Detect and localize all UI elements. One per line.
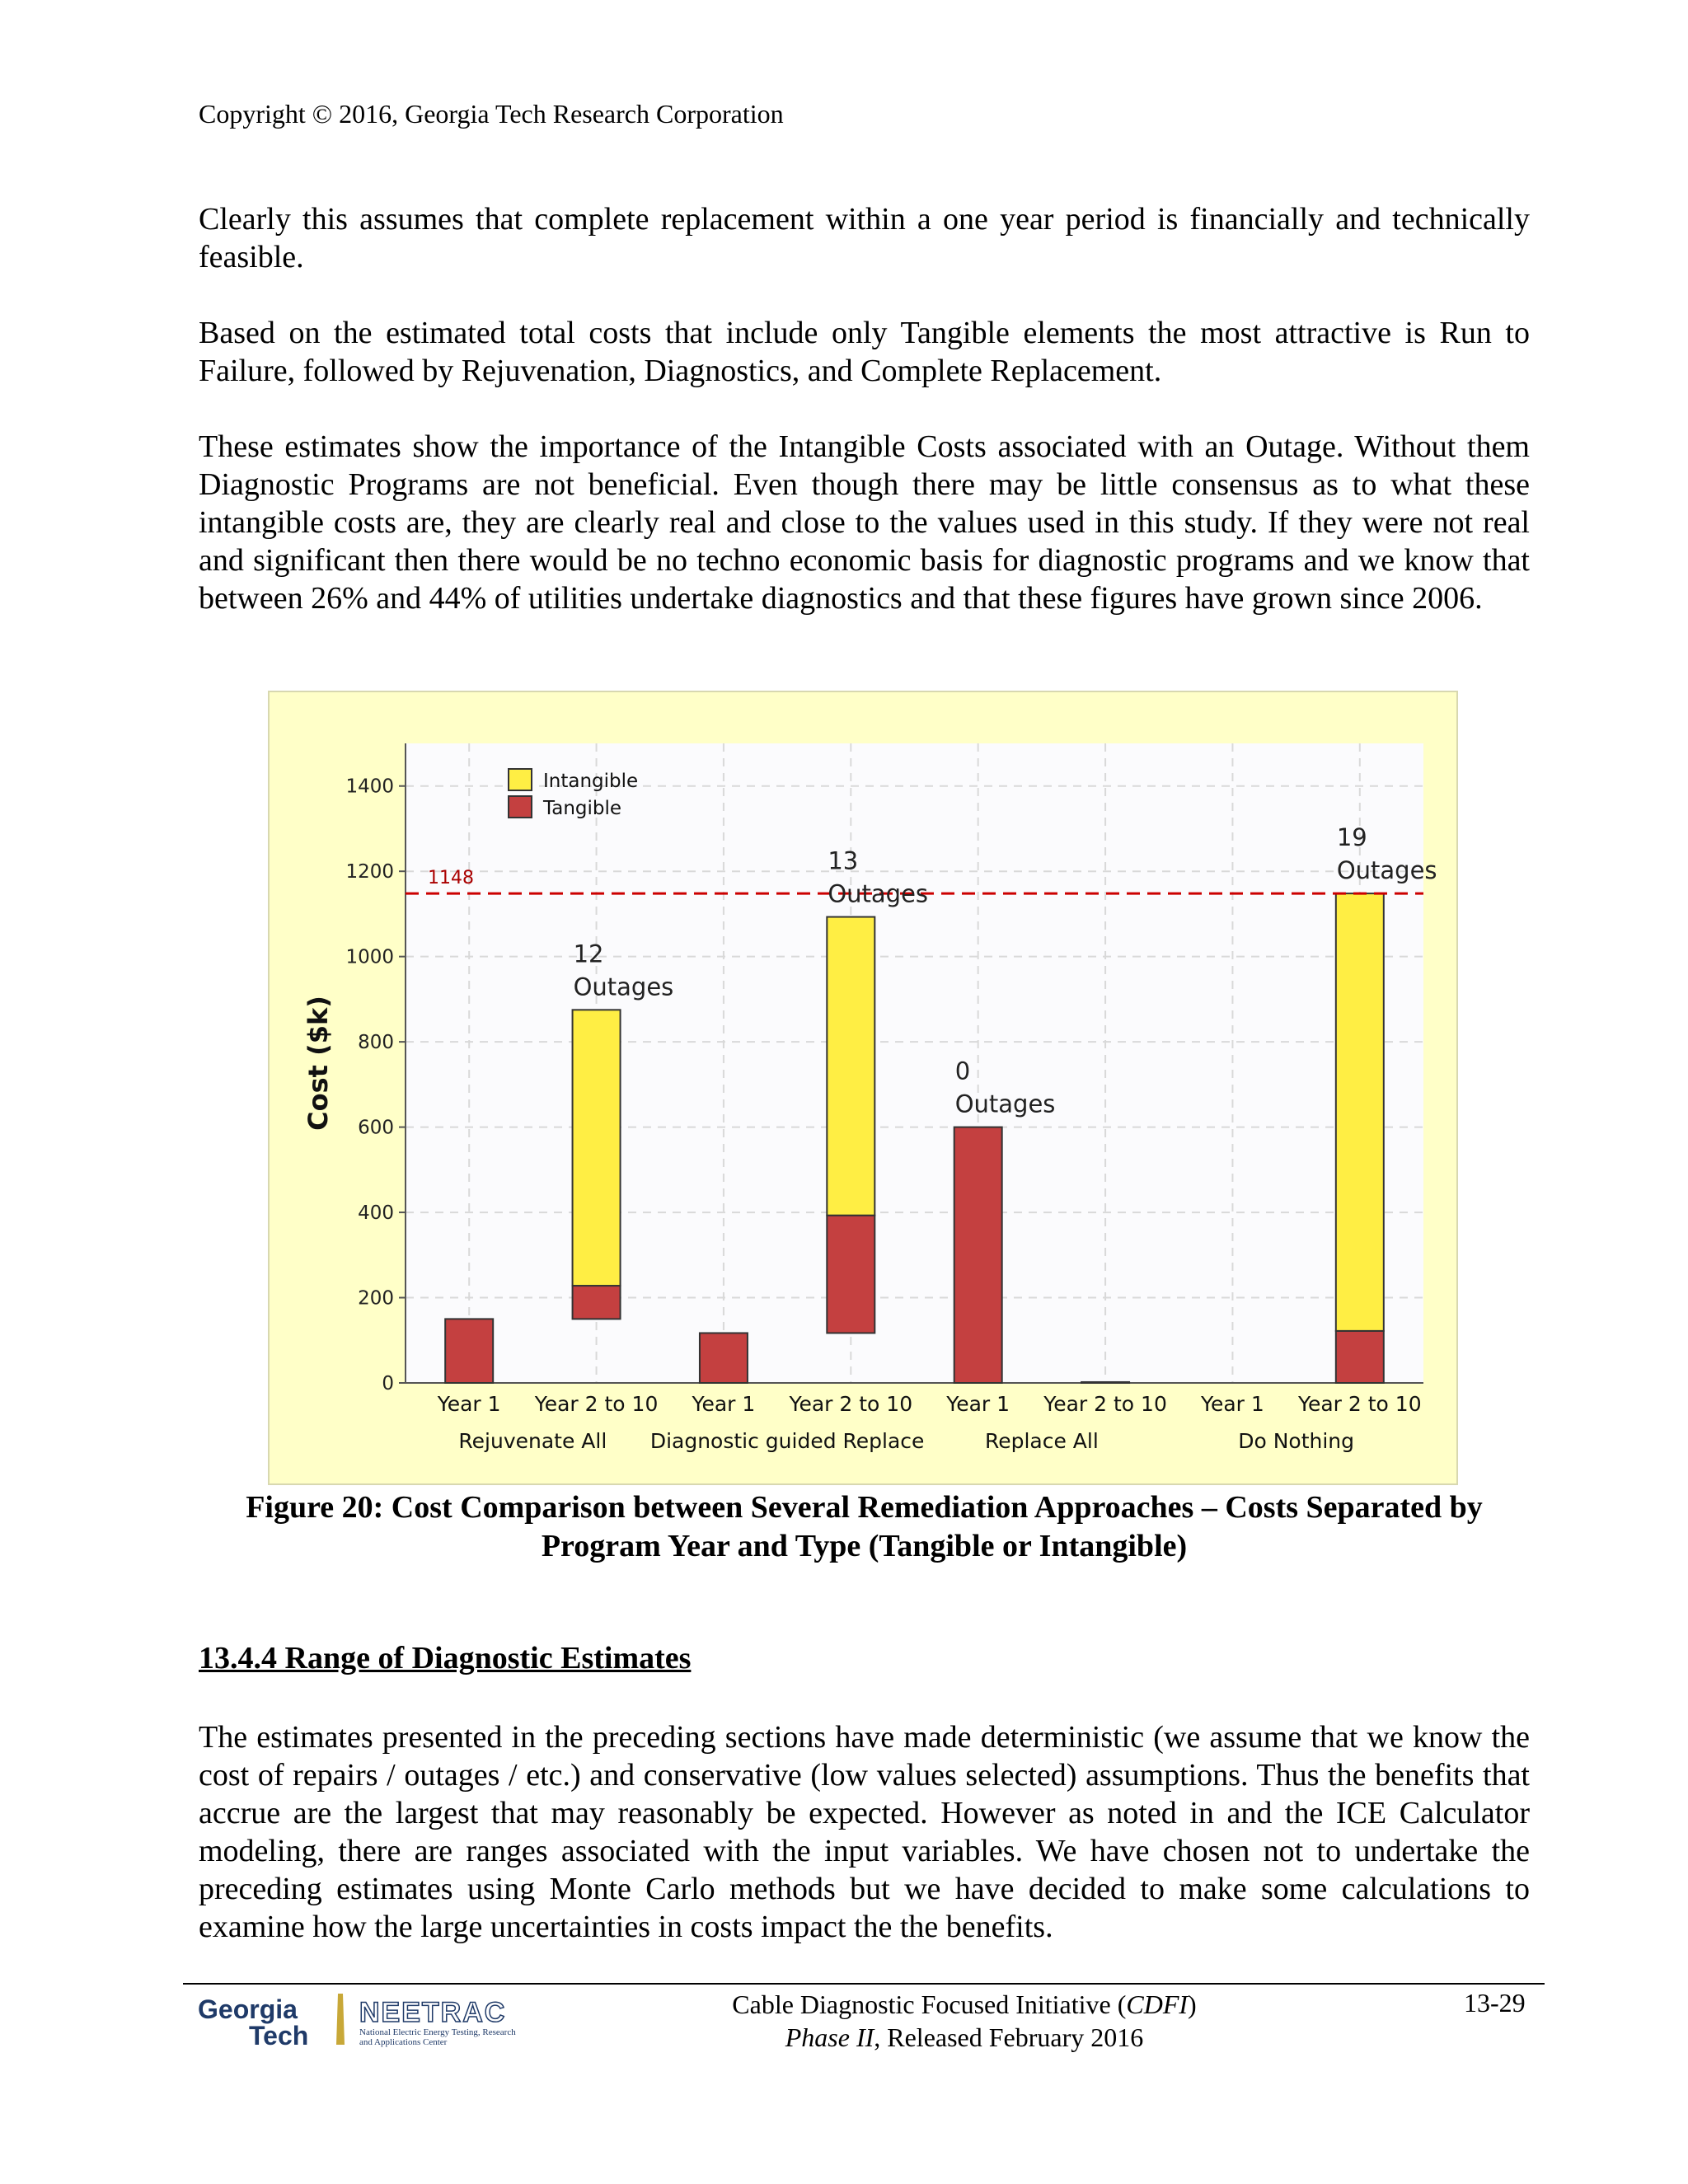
georgia-tech-neetrac-logo	[198, 1990, 560, 2052]
outage-text-label: Outages	[954, 1090, 1056, 1118]
outage-text-label: Outages	[828, 879, 929, 908]
footer-line-1: Cable Diagnostic Focused Initiative (CDFI)	[732, 1990, 1197, 2019]
y-tick-label: 1200	[345, 861, 394, 883]
bar-tangible	[573, 1286, 621, 1319]
legend-label: Tangible	[543, 798, 622, 819]
logo-neetrac-subtitle-1: National Electric Energy Testing, Research	[359, 2027, 516, 2037]
y-tick-label: 200	[358, 1287, 394, 1310]
x-tick-label: Year 1	[946, 1392, 1010, 1416]
y-tick-label: 600	[358, 1117, 394, 1139]
logo-neetrac-subtitle-2: and Applications Center	[359, 2037, 448, 2047]
bar-tangible	[1336, 1331, 1384, 1383]
page-number: 13-29	[1464, 1988, 1526, 2018]
outage-count-label: 13	[828, 846, 859, 875]
bar-tangible	[954, 1127, 1002, 1383]
outage-text-label: Outages	[1336, 856, 1437, 885]
x-tick-label: Year 1	[1201, 1392, 1264, 1416]
footer-title	[659, 1988, 1269, 2054]
paragraph-3: These estimates show the importance of the Intangible Costs associated with an Outage. Without them Diagnostic Programs are not beneficial. Even though there may be little consensus as to what these intangible costs are, they are clearly real and close to the values used in this study. If they were not real and significant then there would be no techno economic basis for diagnostic programs and we know that between 26% and 44% of utilities undertake diagnostics and that these figures have grown since 2006.	[199, 429, 1530, 616]
x-tick-label: Year 1	[437, 1392, 501, 1416]
outage-count-label: 12	[573, 940, 604, 968]
x-group-label: Diagnostic guided Replace	[649, 1429, 925, 1453]
outage-text-label: Outages	[573, 972, 674, 1001]
bar-tangible	[827, 1216, 874, 1333]
chart-canvas	[270, 692, 1460, 1487]
logo-torch-icon	[336, 1994, 345, 2045]
footer-line-2: Phase II, Released February 2016	[785, 2022, 1144, 2052]
legend-swatch	[509, 796, 532, 818]
outage-count-label: 0	[954, 1057, 971, 1085]
x-group-label: Replace All	[984, 1429, 1099, 1453]
x-tick-label: Year 2 to 10	[789, 1392, 913, 1416]
x-group-label: Rejuvenate All	[458, 1429, 607, 1453]
paragraph-2: Based on the estimated total costs that include only Tangible elements the most attractive is Run to Failure, followed by Rejuvenation, Diagnostics, and Complete Replacement.	[199, 316, 1530, 388]
y-axis-label: Cost ($k)	[302, 996, 334, 1131]
legend-swatch	[509, 769, 532, 790]
plot-area	[406, 743, 1423, 1383]
bar-intangible	[1336, 893, 1384, 1331]
outage-count-label: 19	[1336, 823, 1367, 852]
cost-comparison-chart	[268, 691, 1458, 1485]
x-tick-label: Year 2 to 10	[1298, 1392, 1422, 1416]
logo-georgia-text: Georgia	[198, 1994, 298, 2024]
paragraph-4: The estimates presented in the preceding sections have made deterministic (we assume that we know the cost of repairs / outages / etc.) and conservative (low values selected) assumptions. Thus the benefits that accrue are the largest that may reasonably be expected. However as noted in and the ICE Calculator modeling, there are ranges associated with the input variables. We have chosen not to undertake the preceding estimates using Monte Carlo methods but we have decided to make some calculations to examine how the large uncertainties in costs impact the the benefits.	[199, 1720, 1530, 1944]
y-tick-label: 400	[358, 1202, 394, 1225]
x-tick-label: Year 1	[692, 1392, 756, 1416]
y-tick-label: 800	[358, 1032, 394, 1054]
bar-tangible	[445, 1319, 493, 1383]
bar-tangible	[700, 1333, 748, 1383]
bar-tangible	[1081, 1382, 1129, 1383]
legend-label: Intangible	[543, 771, 639, 792]
paragraph-1: Clearly this assumes that complete replacement within a one year period is financially and technically feasible.	[199, 202, 1530, 274]
y-tick-label: 1000	[345, 946, 394, 968]
x-tick-label: Year 2 to 10	[1043, 1392, 1167, 1416]
x-tick-label: Year 2 to 10	[534, 1392, 659, 1416]
y-tick-label: 0	[382, 1373, 394, 1394]
bar-intangible	[827, 917, 874, 1216]
reference-line-label: 1148	[428, 868, 474, 889]
x-group-label: Do Nothing	[1238, 1429, 1355, 1453]
copyright-notice: Copyright © 2016, Georgia Tech Research Corporation	[199, 99, 784, 129]
logo-neetrac-text: NEETRAC	[359, 1997, 507, 2028]
footer-divider	[183, 1983, 1545, 1985]
bar-intangible	[573, 1010, 621, 1286]
y-tick-label: 1400	[345, 776, 394, 798]
section-heading: 13.4.4 Range of Diagnostic Estimates	[199, 1641, 692, 1675]
logo-tech-text: Tech	[249, 2021, 309, 2048]
figure-caption: Figure 20: Cost Comparison between Several Remediation Approaches – Costs Separated by Program Year and Type (Tangible or Intangible)	[246, 1490, 1483, 1563]
